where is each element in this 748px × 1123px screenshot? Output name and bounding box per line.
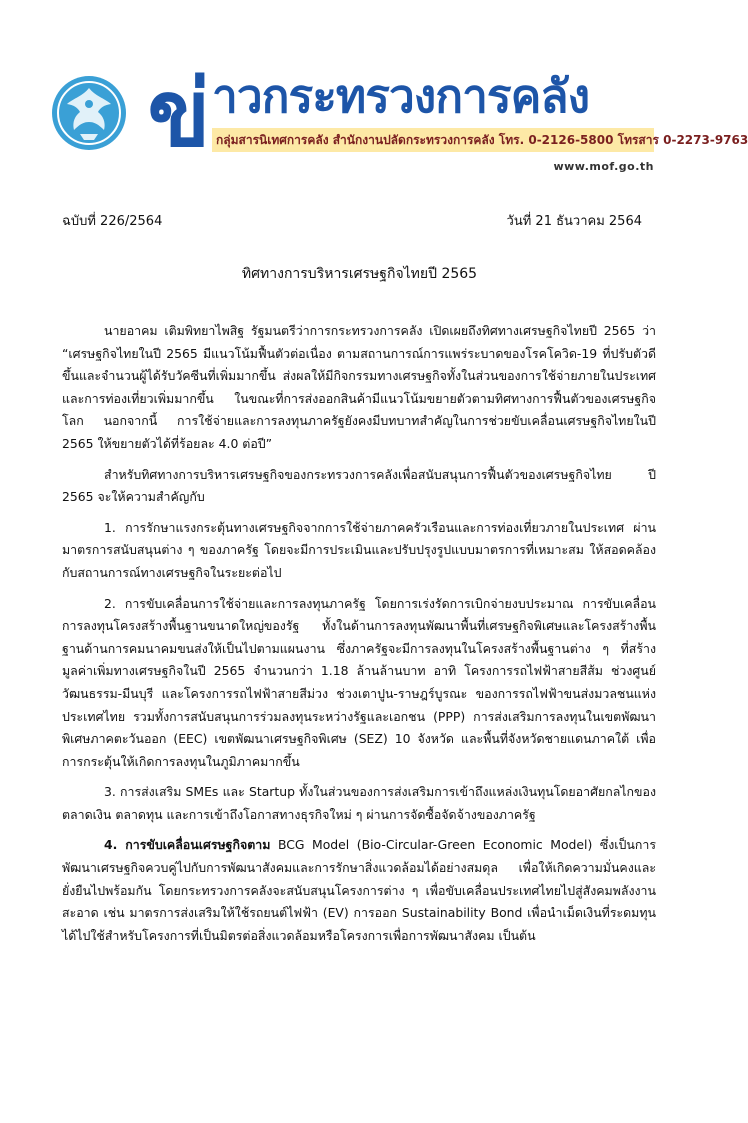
garuda-emblem-icon — [50, 74, 128, 152]
website-url: www.mof.go.th — [553, 160, 654, 173]
paragraph-intro: นายอาคม เติมพิทยาไพสิฐ รัฐมนตรีว่าการกระทรวงการคลัง เปิดเผยถึงทิศทางเศรษฐกิจไทยปี 2565 ว่า “เศรษฐกิจไทยในปี 2565 มีแนวโน้มฟื้นตัวต่อเนื่อง ตามสถานการณ์การแพร่ระบาดของโรคโควิด-19 ที่ปรับตัวดีขึ้นและจำนวนผู้ได้รับวัคซีนที่เพิ่มมากขึ้น ส่งผลให้มีกิจกรรมทางเศรษฐกิจทั้งในส่วนของการใช้จ่ายภายในประเทศและการท่องเที่ยวเพิ่มมากขึ้น ในขณะที่การส่งออกสินค้ามีแนวโน้มขยายตัวตามทิศทางการฟื้นตัวของเศรษฐกิจโลก นอกจากนี้ การใช้จ่ายและการลงทุนภาครัฐยังคงมีบทบาทสำคัญในการช่วยขับเคลื่อนเศรษฐกิจไทยในปี 2565 ให้ขยายตัวได้ที่ร้อยละ 4.0 ต่อปี” — [62, 323, 656, 451]
document-title: ทิศทางการบริหารเศรษฐกิจไทยปี 2565 — [241, 266, 478, 282]
point-4-text: BCG Model (Bio-Circular-Green Economic Model) ซึ่งเป็นการพัฒนาเศรษฐกิจควบคู่ไปกับการพัฒนาสังคมและการรักษาสิ่งแวดล้อมได้อย่างสมดุล เพื่อให้เกิดความมั่นคงและยั่งยืนไปพร้อมกัน โดยกระทรวงการคลังจะสนับสนุนโครงการต่าง ๆ เพื่อขับเคลื่อนประเทศไทยไปสู่สังคมพลังงานสะอาด เช่น มาตรการส่งเสริมให้ใช้รถยนต์ไฟฟ้า (EV) การออก Sustainability Bond เพื่อนำเม็ดเงินที่ระดมทุนได้ไปใช้สำหรับโครงการที่เป็นมิตรต่อสิ่งแวดล้อมหรือโครงการเพื่อการพัฒนาสังคม เป็นต้น — [62, 837, 656, 943]
issue-date: วันที่ 21 ธันวาคม 2564 — [506, 214, 642, 229]
paragraph-point-1: 1. การรักษาแรงกระตุ้นทางเศรษฐกิจจากการใช้จ่ายภาคครัวเรือนและการท่องเที่ยวภายในประเทศ ผ่านมาตรการสนับสนุนต่าง ๆ ของภาครัฐ โดยจะมีการประเมินและปรับปรุงรูปแบบมาตรการที่เหมาะสม ให้สอดคล้องกับสถานการณ์ทางเศรษฐกิจในระยะต่อไป — [62, 519, 656, 580]
paragraph-point-4 — [62, 834, 656, 947]
issue-number: ฉบับที่ 226/2564 — [62, 214, 163, 229]
point-4-heading: 4. การขับเคลื่อนเศรษฐกิจตาม — [104, 837, 271, 853]
document-body — [62, 320, 656, 955]
masthead-big-letter: ข่ — [147, 60, 211, 167]
masthead-title: าวกระทรวงการคลัง — [212, 69, 590, 123]
paragraph-point-3: 3. การส่งเสริม SMEs และ Startup ทั้งในส่วนของการส่งเสริมการเข้าถึงแหล่งเงินทุนโดยอาศัยกลไกของตลาดเงิน ตลาดทุน และการเข้าถึงโอกาสทางธุรกิจใหม่ ๆ ผ่านการจัดซื้อจัดจ้างของภาครัฐ — [62, 784, 656, 822]
letterhead — [0, 0, 748, 190]
masthead-contact-line: กลุ่มสารนิเทศการคลัง สำนักงานปลัดกระทรวงการคลัง โทร. 0-2126-5800 โทรสาร 0-2273-9763 — [212, 128, 654, 152]
paragraph-lead: สำหรับทิศทางการบริหารเศรษฐกิจของกระทรวงการคลังเพื่อสนับสนุนการฟื้นตัวของเศรษฐกิจไทย ปี 2565 จะให้ความสำคัญกับ — [62, 466, 656, 505]
paragraph-point-2: 2. การขับเคลื่อนการใช้จ่ายและการลงทุนภาครัฐ โดยการเร่งรัดการเบิกจ่ายงบประมาณ การขับเคลื่อนการลงทุนโครงสร้างพื้นฐานขนาดใหญ่ของรัฐ ทั้งในด้านการลงทุนพัฒนาพื้นที่เศรษฐกิจพิเศษและโครงสร้างพื้นฐานด้านการคมนาคมขนส่งให้เป็นไปตามแผนงาน ซึ่งภาครัฐจะมีการลงทุนในโครงสร้างพื้นฐานต่าง ๆ ที่สร้างมูลค่าเพิ่มทางเศรษฐกิจในปี 2565 จำนวนกว่า 1.18 ล้านล้านบาท อาทิ โครงการรถไฟฟ้าสายสีส้ม ช่วงศูนย์วัฒนธรรม-มีนบุรี และโครงการรถไฟฟ้าสายสีม่วง ช่วงเตาปูน-ราษฎร์บูรณะ ของการรถไฟฟ้าขนส่งมวลชนแห่งประเทศไทย รวมทั้งการสนับสนุนการร่วมลงทุนระหว่างรัฐและเอกชน (PPP) การส่งเสริมการลงทุนในเขตพัฒนาพิเศษภาคตะวันออก (EEC) เขตพัฒนาเศรษฐกิจพิเศษ (SEZ) 10 จังหวัด และพื้นที่จังหวัดชายแดนภาคใต้ เพื่อการกระตุ้นให้เกิดการลงทุนในภูมิภาคมากขึ้น — [62, 595, 656, 769]
